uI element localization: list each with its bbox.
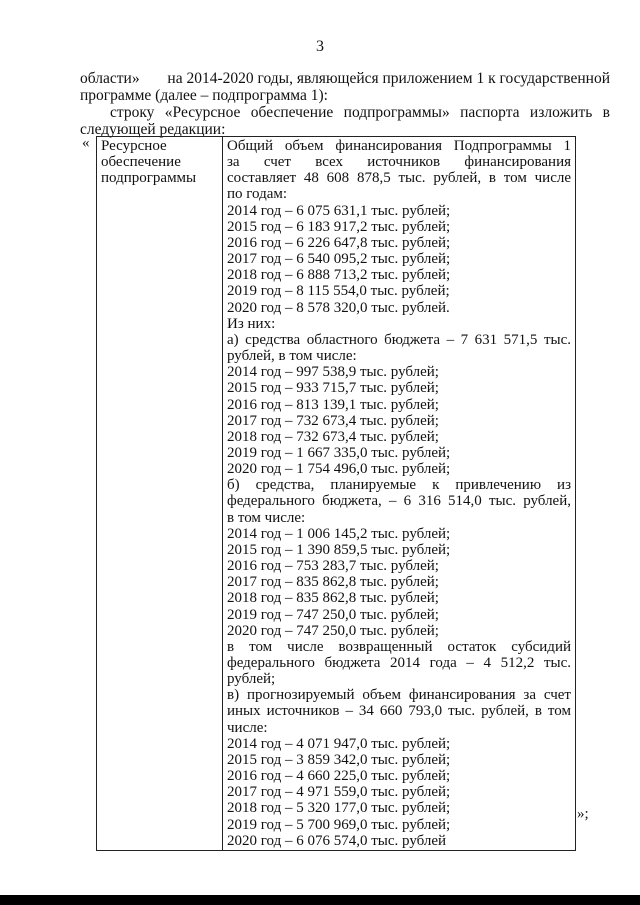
content-line: 2015 год – 1 390 859,5 тыс. рублей;	[227, 541, 451, 558]
content-line: 2020 год – 8 578 320,0 тыс. рублей.	[227, 299, 450, 316]
content-line: 2020 год – 1 754 496,0 тыс. рублей;	[227, 461, 451, 478]
content-line: в том числе возвращенный остаток субсидий	[227, 638, 571, 655]
closing-quote: »;	[577, 806, 589, 822]
content-line: 2019 год – 8 115 554,0 тыс. рублей;	[227, 283, 450, 300]
content-line: федерального бюджета, – 6 316 514,0 тыс. рублей,	[227, 493, 571, 510]
content-line: 2017 год – 835 862,8 тыс. рублей;	[227, 574, 439, 591]
intro-line-1-rest: на 2014-2020 годы, являющейся приложением 1 к государственной	[167, 70, 610, 87]
resource-table	[96, 136, 576, 851]
intro-line-1-left: области»	[80, 70, 140, 87]
content-line: Из них:	[227, 315, 276, 332]
page-number: 3	[316, 38, 324, 55]
scan-bottom-edge	[0, 895, 640, 905]
intro-line-4: следующей редакции:	[80, 121, 226, 138]
content-line: в) прогнозируемый объем финансирования за счет	[227, 687, 571, 704]
intro-paragraph	[80, 70, 610, 138]
opening-quote: «	[82, 135, 90, 151]
content-line: 2014 год – 1 006 145,2 тыс. рублей;	[227, 525, 451, 542]
content-line: 2016 год – 813 139,1 тыс. рублей;	[227, 396, 439, 413]
content-line: 2020 год – 747 250,0 тыс. рублей;	[227, 622, 439, 639]
content-line: 2019 год – 1 667 335,0 тыс. рублей;	[227, 444, 451, 461]
content-line: 2015 год – 3 859 342,0 тыс. рублей;	[227, 751, 451, 768]
content-line: в том числе:	[227, 509, 306, 526]
content-line: 2016 год – 4 660 225,0 тыс. рублей;	[227, 768, 451, 785]
content-line: 2017 год – 732 673,4 тыс. рублей;	[227, 412, 439, 429]
content-line: 2018 год – 732 673,4 тыс. рублей;	[227, 428, 439, 445]
content-line: 2014 год – 6 075 631,1 тыс. рублей;	[227, 202, 451, 219]
content-line: 2016 год – 6 226 647,8 тыс. рублей;	[227, 234, 451, 251]
content-line: федерального бюджета 2014 года – 4 512,2 тыс.	[227, 655, 571, 671]
content-line: за счет всех источников финансирования	[227, 154, 571, 171]
content-line: 2014 год – 997 538,9 тыс. рублей;	[227, 364, 439, 381]
content-line: 2016 год – 753 283,7 тыс. рублей;	[227, 558, 439, 575]
content-line: Общий объем финансирования Подпрограммы 1	[227, 138, 571, 154]
content-line: 2018 год – 6 888 713,2 тыс. рублей;	[227, 267, 451, 284]
content-line: 2015 год – 6 183 917,2 тыс. рублей;	[227, 218, 451, 235]
content-cell	[223, 137, 576, 851]
label-cell	[97, 137, 223, 851]
content-line: 2020 год – 6 076 574,0 тыс. рублей	[227, 832, 447, 849]
content-line: 2018 год – 5 320 177,0 тыс. рублей;	[227, 800, 451, 817]
label-line: подпрограммы	[101, 170, 197, 187]
content-line: числе:	[227, 719, 268, 736]
content-line: 2014 год – 4 071 947,0 тыс. рублей;	[227, 735, 451, 752]
content-line: 2019 год – 5 700 969,0 тыс. рублей;	[227, 816, 451, 833]
content-line: 2019 год – 747 250,0 тыс. рублей;	[227, 606, 439, 623]
content-line: рублей, в том числе:	[227, 348, 357, 365]
content-line: а) средства областного бюджета – 7 631 571,5 тыс.	[227, 331, 571, 348]
table-row	[97, 137, 576, 851]
intro-line-2: программе (далее – подпрограмма 1):	[80, 87, 328, 104]
content-line: 2015 год – 933 715,7 тыс. рублей;	[227, 380, 439, 397]
intro-line-1	[80, 70, 610, 87]
content-line: иных источников – 34 660 793,0 тыс. рублей, в том	[227, 703, 571, 720]
content-line: б) средства, планируемые к привлечению из	[227, 477, 571, 494]
label-line: обеспечение	[101, 154, 181, 171]
content-line: 2017 год – 4 971 559,0 тыс. рублей;	[227, 784, 451, 801]
content-line: 2017 год – 6 540 095,2 тыс. рублей;	[227, 251, 451, 268]
content-line: составляет 48 608 878,5 тыс. рублей, в том числе	[227, 170, 571, 187]
intro-line-3: строку «Ресурсное обеспечение подпрограммы» паспорта изложить в	[110, 104, 610, 121]
content-line: рублей;	[227, 671, 276, 688]
content-line: по годам:	[227, 186, 288, 203]
content-line: 2018 год – 835 862,8 тыс. рублей;	[227, 590, 439, 607]
label-line: Ресурсное	[101, 138, 167, 154]
